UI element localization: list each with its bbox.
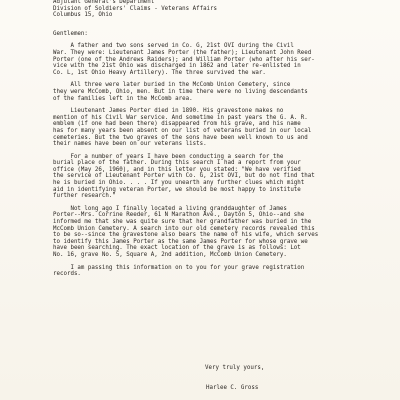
paragraph-line: their names have been on our veterans lists.: [53, 141, 207, 148]
paragraph-line: further research.": [53, 193, 116, 200]
paragraph-line: For a number of years I have been conducting a search for the: [53, 153, 284, 160]
salutation: Gentlemen:: [53, 30, 88, 37]
paragraph-line: Not long ago I finally located a living granddaughter of James: [53, 205, 287, 212]
address-line: Adjutant General's Department: [53, 0, 155, 5]
paragraph-line: All three were later buried in the McComb Union Cemetery, since: [53, 82, 291, 89]
paragraph-6: [53, 265, 373, 278]
paragraph-line: has for many years been absent on our list of veterans buried in our local: [53, 127, 312, 134]
paragraph-line: emblem (if one had been there) disappeared from his grave, and his name: [53, 121, 301, 128]
paragraph-line: No. 16, grave No. 5, Square A, 2nd addition, McComb Union Cemetery.: [53, 252, 287, 258]
paragraph-line: Lieutenant James Porter died in 1890. His gravestone makes no: [53, 108, 284, 115]
paragraph-4: [53, 154, 373, 200]
paragraph-2: [53, 82, 373, 102]
paragraph-3: [53, 108, 373, 148]
recipient-address: [53, 0, 373, 19]
paragraph-line: they were McComb, Ohio, men. But in time there were no living descendants: [53, 88, 308, 95]
paragraph-5: [53, 206, 373, 259]
paragraph-line: Co. L, 1st Ohio Heavy Artillery). The three survived the war.: [53, 69, 266, 76]
address-line: Division of Soldiers' Claims - Veterans Affairs: [53, 5, 218, 12]
paragraph-line: the service of Lieutenant Porter with Co. G, 21st OVI, but do not find that: [53, 173, 315, 180]
paragraph-line: informed me that she was quite sure that her grandfather was buried in the: [53, 219, 312, 226]
paragraph-line: to be so--since the gravestone also bears the name of his wife, which serves: [53, 232, 319, 239]
paragraph-line: aid in identifying veteran Porter, we should be most happy to institute: [53, 186, 301, 193]
paragraph-line: Porter--Mrs. Corrine Reeder, 61 N Marathon Ave., Dayton 5, Ohio--and she: [53, 212, 305, 219]
paragraph-1: [53, 43, 373, 76]
paragraph-line: mention of his Civil War service. And sometime in past years the G. A. R.: [53, 114, 308, 121]
address-line: Columbus 15, Ohio: [53, 12, 113, 19]
paragraph-line: office (May 26, 1960), and in this letter you stated: "We have verified: [53, 166, 301, 173]
letter-body: [53, 0, 373, 278]
closing: Very truly yours,: [205, 365, 265, 371]
paragraph-line: cemeteries. But the two graves of the sons have been well known to us and: [53, 134, 308, 141]
paragraph-line: he is buried in Ohio. . . . If you unearth any further clues which might: [53, 180, 305, 187]
paragraph-line: to identify this James Porter as the same James Porter for whose grave we: [53, 238, 308, 245]
paragraph-line: I am passing this information on to you for your grave registration: [53, 264, 305, 271]
paragraph-line: burial place of the father. During this search I had a report from your: [53, 160, 301, 167]
paragraph-line: records.: [53, 271, 81, 278]
signature-name: Harlee C. Gross: [206, 385, 259, 391]
paragraph-line: have been searching. The exact location of the grave is as follows: Lot: [53, 245, 301, 252]
paragraph-line: Porter (one of the Andrews Raiders); and William Porter (who after his ser-: [53, 56, 315, 63]
paragraph-line: of the families left in the McComb area.: [53, 95, 193, 102]
paragraph-line: War. They were: Lieutenant James Porter (the father); Lieutenant John Reed: [53, 49, 312, 56]
paragraph-line: McComb Union Cemetery. A search into our old cemetery records revealed this: [53, 225, 315, 232]
paragraph-line: A father and two sons served in Co. G, 21st OVI during the Civil: [53, 43, 294, 50]
paragraph-line: vice with the 21st Ohio was discharged in 1862 and later re-enlisted in: [53, 63, 301, 70]
